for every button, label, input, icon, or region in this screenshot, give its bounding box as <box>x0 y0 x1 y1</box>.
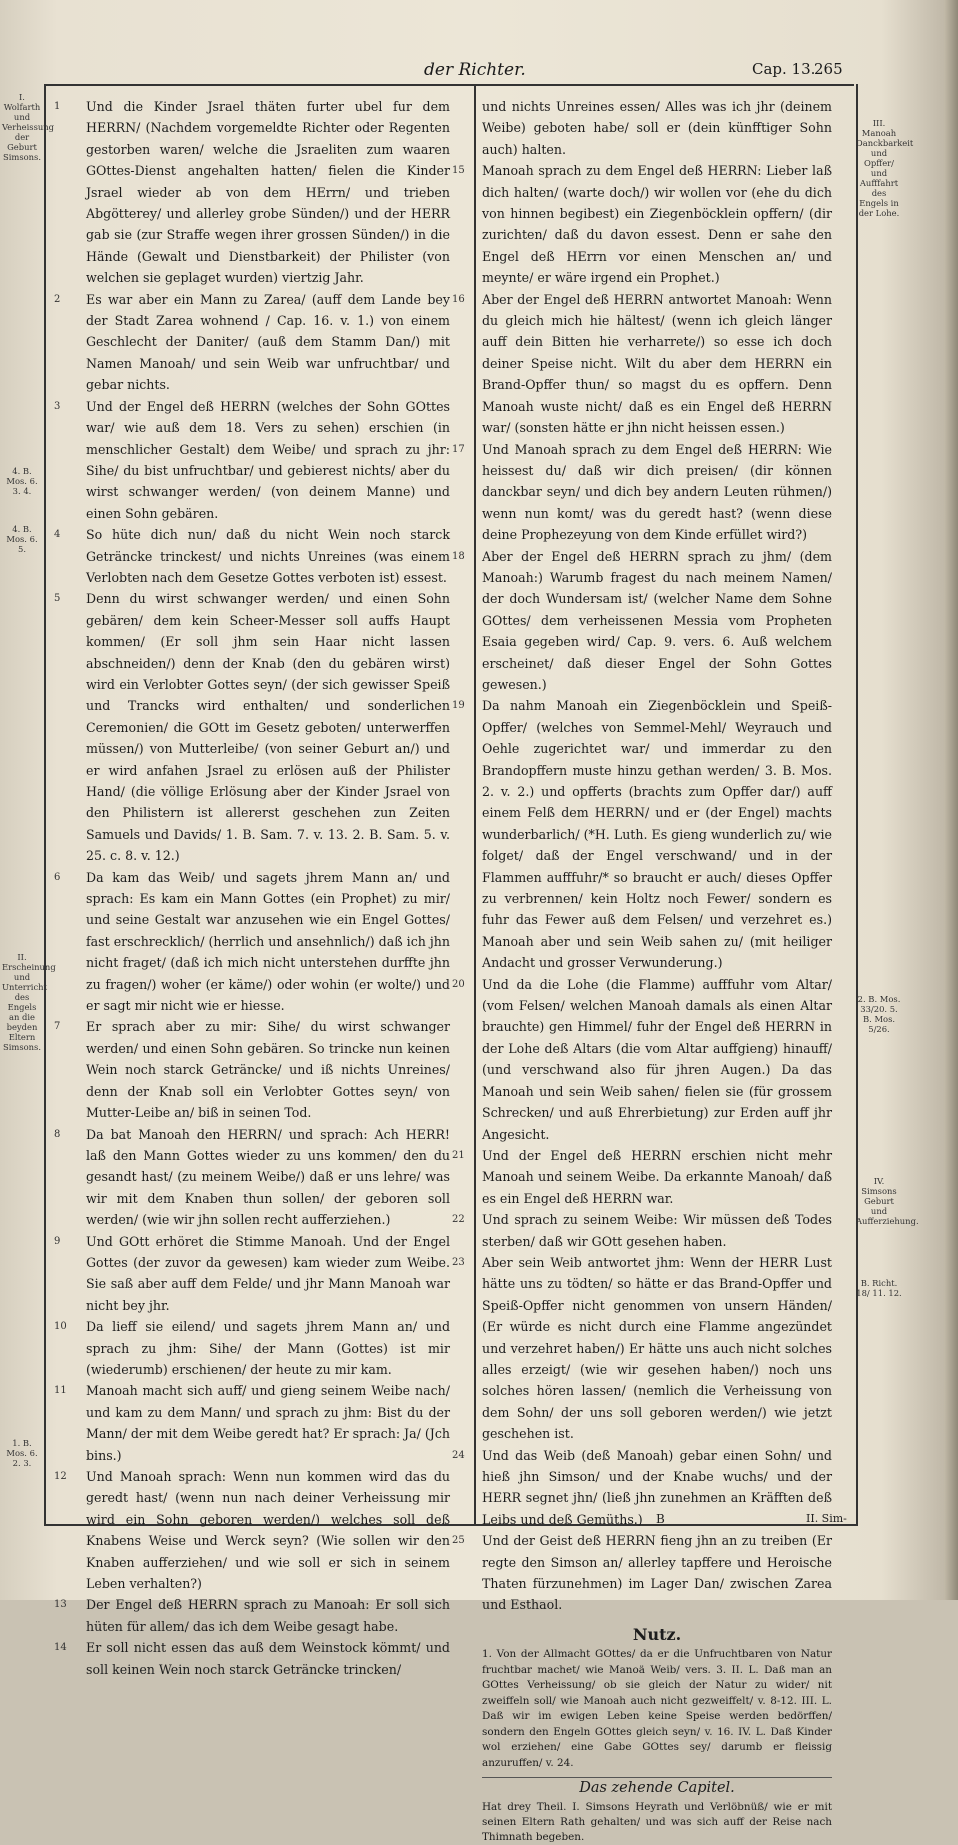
verse: 25 Und der Geist deß HERRN fieng jhn an zu treiben (Er regte den Simson an/ allerley tapffere und Heroische Thaten fürzunehmen) im Lager Dan/ zwischen Zarea und Esthaol. <box>452 1533 832 1613</box>
verse: 6 Da kam das Weib/ und sagets jhrem Mann an/ und sprach: Es kam ein Mann Gottes (ein Prophet) zu mir/ und seine Gestalt war anzusehen wie ein Engel Gottes/ fast erschrecklich/ (herrlich und ansehnlich/) daß ich jhn nicht fraget/ (daß ich mich nicht unterstehen durffte jhn zu fragen/) woher (er käme/) oder wohin (er wolte/) und er sagt mir nicht wie er hiesse. <box>54 869 450 1014</box>
verse: 2 Es war aber ein Mann zu Zarea/ (auff dem Lande bey der Stadt Zarea wohnend / Cap. 16. v. 1.) von einem Geschlecht der Daniter/ (auß dem Stamm Dan/) mit Namen Manoah/ und sein Weib war unfruchtbar/ und gebar nichts. <box>54 291 450 393</box>
verse: 16 Aber der Engel deß HERRN antwortet Manoah: Wenn du gleich mich hie hältest/ (wenn ich gleich länger auff dein Bitten hie verharrete/) so esse ich doch deiner Speise nicht. Wilt du aber dem HERRN ein Brand-Opffer thun/ so magst du es opffern. Denn Manoah wuste nicht/ daß es ein Engel deß HERRN war/ (sonsten hätte er jhn nicht heissen essen.) <box>452 291 832 436</box>
verse: 13 Der Engel deß HERRN sprach zu Manoah: Er soll sich hüten für allem/ das ich dem Weibe gesagt habe. <box>54 1597 450 1634</box>
margin-note: 2. B. Mos. 33/20. 5. B. Mos. 5/26. <box>857 994 901 1034</box>
verse: 24 Und das Weib (deß Manoah) gebar einen Sohn/ und hieß jhn Simson/ und der Knabe wuchs/ und der HERR segnet jhn/ (ließ jhn zunehmen an Kräfften deß Leibs und deß Gemüths.) <box>452 1447 832 1527</box>
right-column <box>452 96 832 1845</box>
left-column <box>54 96 450 1680</box>
nutz-heading: Nutz. <box>632 1624 682 1644</box>
verse: 4 So hüte dich nun/ daß du nicht Wein noch starck Geträncke trinckest/ und nichts Unreines (was einem Verlobten nach dem Gesetze Gottes verboten ist) essest. <box>54 527 450 585</box>
verse: 11 Manoah macht sich auff/ und gieng seinem Weibe nach/ und kam zu dem Mann/ und sprach zu jhm: Bist du der Mann/ der mit dem Weibe geredt hat? Er sprach: Ja/ (Jch bins.) <box>54 1383 450 1463</box>
book-title: der Richter. <box>424 60 526 80</box>
chapter-number: Cap. 13. <box>752 60 816 78</box>
page-gutter <box>944 0 958 1600</box>
verse: 1 Und die Kinder Jsrael thäten furter ubel fur dem HERRN/ (Nachdem vorgemeldte Richter oder Regenten gestorben waren/ welche die Jsraeliten zum waaren GOttes-Dienst angehalten hatten/ fielen die Kinder Jsrael wieder ab von dem HErrn/ und trieben Abgötterey/ und allerley grobe Sünden/) und der HERR gab sie (zur Straffe wegen ihrer grossen Sünden/) in die Hände (Gewalt und Dienstbarkeit) der Philister (von welchen sie geplaget wurden) viertzig Jahr. <box>54 99 450 286</box>
margin-note: IV. Simsons Geburt und Aufferziehung. <box>856 1176 919 1226</box>
verse: 9 Und GOtt erhöret die Stimme Manoah. Und der Engel Gottes (der zuvor da gewesen) kam wieder zum Weibe. Sie saß aber auff dem Felde/ und jhr Mann Manoah war nicht bey jhr. <box>54 1233 450 1313</box>
catchword: II. Sim- <box>806 1512 847 1525</box>
text-frame <box>44 84 858 1843</box>
margin-note: III. Manoah Danckbarkeit und Opffer/ und Aufffahrt des Engels in der Lohe. <box>856 118 914 218</box>
next-chapter-title: Das zehende Capitel. <box>482 1777 832 1799</box>
verse: 22 Und sprach zu seinem Weibe: Wir müssen deß Todes sterben/ daß wir GOtt gesehen haben. <box>452 1212 832 1249</box>
verse: 14 Er soll nicht essen das auß dem Weinstock kömmt/ und soll keinen Wein noch starck Geträncke trincken/ <box>54 1640 450 1677</box>
next-chapter-summary: Hat drey Theil. I. Simsons Heyrath und Verlöbnüß/ wie er mit seinen Eltern Rath gehalten/ und was sich auff der Reise nach Thimnath begeben. <box>482 1800 832 1843</box>
verse: 15 Manoah sprach zu dem Engel deß HERRN: Lieber laß dich halten/ (warte doch/) wir wollen vor (ehe du dich von hinnen begibest) ein Ziegenböcklein opffern/ (dir zurichten/ daß du davon essest. Denn er sahe den Engel deß HErrn vor einen Menschen an/ und meynte/ er wäre irgend ein Prophet.) <box>452 163 832 286</box>
column-divider <box>474 84 476 1524</box>
verse: 5 Denn du wirst schwanger werden/ und einen Sohn gebären/ dem kein Scheer-Messer soll auffs Haupt kommen/ (Er soll jhm sein Haar nicht lassen abschneiden/) denn der Knab (den du gebären wirst) wird ein Verlobter Gottes seyn/ (der sich gewisser Speiß und Trancks wird enthalten/ und sonderlichen Ceremonien/ die GOtt im Gesetz geboten/ unterwerffen müssen/) von Mutterleibe/ (von seiner Geburt an/) und er wird anfahen Jsrael zu erlösen auß der Philister Hand/ (die völlige Erlösung aber der Kinder Jsrael von den Philistern ist allererst geschehen zun Zeiten Samuels und Davids/ 1. B. Sam. 7. v. 13. 2. B. Sam. 5. v. 25. c. 8. v. 12.) <box>54 591 450 864</box>
verse: 20 Und da die Lohe (die Flamme) aufffuhr vom Altar/ (vom Felsen/ welchen Manoah damals als einen Altar brauchte) gen Himmel/ fuhr der Engel deß HERRN in der Lohe deß Altars (die vom Altar auffgieng) hinauff/ (und verschwand also für jhren Augen.) Da das Manoah und sein Weib sahen/ fielen sie (für grossem Schrecken/ und auß Ehrerbietung) zur Erden auff jhr Angesicht. <box>452 976 832 1142</box>
running-head <box>44 58 854 86</box>
margin-note: 4. B. Mos. 6. 3. 4. <box>6 466 38 496</box>
verse: 3 Und der Engel deß HERRN (welches der Sohn GOttes war/ wie auß dem 18. Vers zu sehen) erschien (in menschlicher Gestalt) dem Weibe/ und sprach zu jhr: Sihe/ du bist unfruchtbar/ und gebierest nichts/ aber du wirst schwanger werden/ (von deinem Manne) und einen Sohn gebären. <box>54 398 450 521</box>
verse: und nichts Unreines essen/ Alles was ich jhr (deinem Weibe) geboten habe/ soll er (dein künfftiger Sohn auch) halten. <box>482 99 832 157</box>
verse: 23 Aber sein Weib antwortet jhm: Wenn der HERR Lust hätte uns zu tödten/ so hätte er das Brand-Opffer und Speiß-Opffer nicht genommen von unsern Händen/ (Er würde es nicht durch eine Flamme angezündet und verzehret haben/) Er hätte uns auch nicht solches alles erzeigt/ (wie wir gesehen haben/) noch uns solches hören lassen/ (nemlich die Verheissung von dem Sohn/ der uns soll geboren werden/) wie jetzt geschehen ist. <box>452 1254 832 1442</box>
verse: 10 Da lieff sie eilend/ und sagets jhrem Mann an/ und sprach zu jhm: Sihe/ der Mann (Gottes) ist mir (wiederumb) erschienen/ der heute zu mir kam. <box>54 1319 450 1377</box>
page-number: 265 <box>814 60 843 78</box>
margin-note: 1. B. Mos. 6. 2. 3. <box>6 1438 38 1468</box>
margin-note: B. Richt. 18/ 11. 12. <box>856 1278 902 1298</box>
verse: 21 Und der Engel deß HERRN erschien nicht mehr Manoah und seinem Weibe. Da erkannte Manoah/ daß es ein Engel deß HERRN war. <box>452 1147 832 1206</box>
signature-mark: B <box>656 1512 665 1526</box>
verse: 8 Da bat Manoah den HERRN/ und sprach: Ach HERR! laß den Mann Gottes wieder zu uns kommen/ den du gesandt hast/ (zu meinem Weibe/) daß er uns lehre/ was wir mit dem Knaben thun sollen/ der geboren soll werden/ (wie wir jhn sollen recht aufferziehen.) <box>54 1126 450 1228</box>
nutz-text: 1. Von der Allmacht GOttes/ da er die Unfruchtbaren von Natur fruchtbar machet/ wie Manoä Weib/ vers. 3. II. L. Daß man an GOttes Verheissung/ ob sie gleich der Natur zu wider/ nit zweiffeln soll/ wie Manoah auch nicht gezweiffelt/ v. 8-12. III. L. Daß wir im ewigen Leben keine Speise werden bedörffen/ sondern den Engeln GOttes gleich seyn/ v. 16. IV. L. Daß Kinder wol erziehen/ eine Gabe GOttes sey/ darumb er fleissig anzuruffen/ v. 24. <box>482 1648 832 1769</box>
verse: 7 Er sprach aber zu mir: Sihe/ du wirst schwanger werden/ und einen Sohn gebären. So trincke nun keinen Wein noch starck Geträncke/ und iß nichts Unreines/ denn der Knab soll ein Verlobter Gottes seyn/ von Mutter-Leibe an/ biß in seinen Tod. <box>54 1019 450 1121</box>
verse: 12 Und Manoah sprach: Wenn nun kommen wird das du geredt hast/ (wenn nun nach deiner Verheissung mir wird ein Sohn geboren werden/) welches soll deß Knabens Weise und Werck seyn? (Wie sollen wir den Knaben aufferziehen/ und wie soll er sich in seinem Leben verhalten?) <box>54 1469 450 1592</box>
verse: 19 Da nahm Manoah ein Ziegenböcklein und Speiß-Opffer/ (welches von Semmel-Mehl/ Weyrauch und Oehle zugerichtet war/ und immerdar zu den Brandopffern muste hinzu gethan werden/ 3. B. Mos. 2. v. 2.) und opfferts (brachts zum Opffer dar/) auff einem Felß dem HERRN/ und er (der Engel) machts wunderbarlich/ (*H. Luth. Es gieng wunderlich zu/ wie folget/ daß der Engel verschwand/ und in der Flammen aufffuhr/* so braucht er auch/ dieses Opffer zu verbrennen/ kein Holtz noch Fewer/ sondern es fuhr das Fewer auß dem Felsen/ und verzehret es.) Manoah aber und sein Weib sahen zu/ (mit heiliger Andacht und grosser Verwunderung.) <box>452 698 832 971</box>
margin-note: 4. B. Mos. 6. 5. <box>6 524 38 554</box>
verse: 17 Und Manoah sprach zu dem Engel deß HERRN: Wie heissest du/ daß wir dich preisen/ (dir können danckbar seyn/ und dich bey andern Leuten rühmen/) wenn nun komt/ was du geredt hast? (wenn diese deine Prophezeyung von dem Kinde erfüllet wird?) <box>452 441 832 543</box>
margin-note: I. Wolfarth und Verheissung der Geburt Simsons. <box>2 92 55 162</box>
margin-note: II. Erscheinung und Unterricht des Engels an die beyden Eltern Simsons. <box>2 952 56 1052</box>
verse: 18 Aber der Engel deß HERRN sprach zu jhm/ (dem Manoah:) Warumb fragest du nach meinem Namen/ der doch Wundersam ist/ (welcher Name dem Sohne GOttes/ dem verheissenen Messia vom Propheten Esaia gegeben wird/ Cap. 9. vers. 6. Auß welchem erscheinet/ daß dieser Engel der Sohn Gottes gewesen.) <box>452 548 832 692</box>
